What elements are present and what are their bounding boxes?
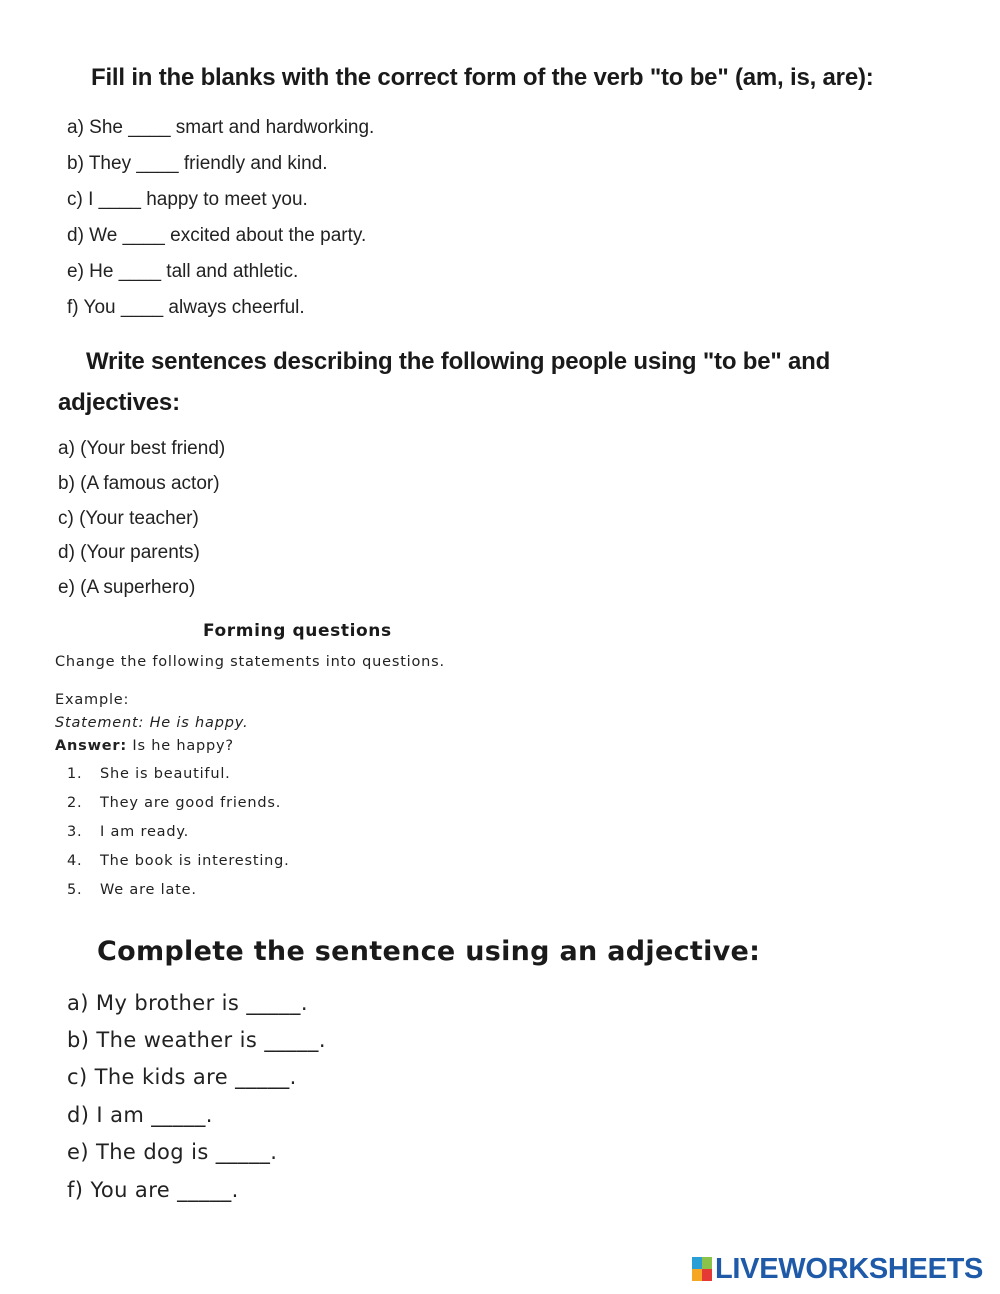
example-label: Example: [55, 692, 130, 708]
section-1-item: c) I ____ happy to meet you. [67, 189, 308, 210]
section-1-item: a) She ____ smart and hardworking. [67, 117, 375, 138]
example-answer-text: Is he happy? [132, 738, 234, 754]
example-statement: Statement: He is happy. [55, 715, 249, 731]
section-4-title: Complete the sentence using an adjective: [97, 936, 761, 967]
section-1-item: b) They ____ friendly and kind. [67, 153, 328, 174]
section-4-item: c) The kids are _____. [67, 1065, 297, 1089]
liveworksheets-logo[interactable] [692, 1254, 983, 1284]
section-2-item: e) (A superhero) [58, 577, 196, 598]
section-3-instruction: Change the following statements into questions. [55, 654, 445, 670]
example-answer-label: Answer: [55, 738, 127, 754]
question-item: They are good friends. [100, 795, 282, 811]
example-answer [55, 738, 234, 754]
section-1-item: d) We ____ excited about the party. [67, 225, 367, 246]
section-1-item: e) He ____ tall and athletic. [67, 261, 299, 282]
section-4-item: d) I am _____. [67, 1103, 213, 1127]
question-number: 3. [67, 824, 83, 840]
question-item: She is beautiful. [100, 766, 231, 782]
question-item: The book is interesting. [100, 853, 290, 869]
question-item: I am ready. [100, 824, 190, 840]
question-item: We are late. [100, 882, 197, 898]
section-2-title: Write sentences describing the following people using "to be" and [86, 348, 831, 375]
section-3-title: Forming questions [203, 621, 392, 641]
section-4-item: b) The weather is _____. [67, 1028, 326, 1052]
question-number: 2. [67, 795, 83, 811]
section-4-item: f) You are _____. [67, 1178, 239, 1202]
question-number: 4. [67, 853, 83, 869]
section-2-item: b) (A famous actor) [58, 473, 220, 494]
section-1-item: f) You ____ always cheerful. [67, 297, 305, 318]
section-4-item: a) My brother is _____. [67, 991, 308, 1015]
logo-text: LIVEWORKSHEETS [715, 1252, 984, 1285]
question-number: 5. [67, 882, 83, 898]
question-number: 1. [67, 766, 83, 782]
logo-mark-icon [692, 1257, 712, 1281]
section-1-title: Fill in the blanks with the correct form of the verb "to be" (am, is, are): [91, 64, 874, 91]
section-2-title-continued: adjectives: [58, 389, 180, 416]
section-2-item: a) (Your best friend) [58, 438, 226, 459]
section-2-item: c) (Your teacher) [58, 508, 199, 529]
section-2-item: d) (Your parents) [58, 542, 200, 563]
section-4-item: e) The dog is _____. [67, 1140, 278, 1164]
